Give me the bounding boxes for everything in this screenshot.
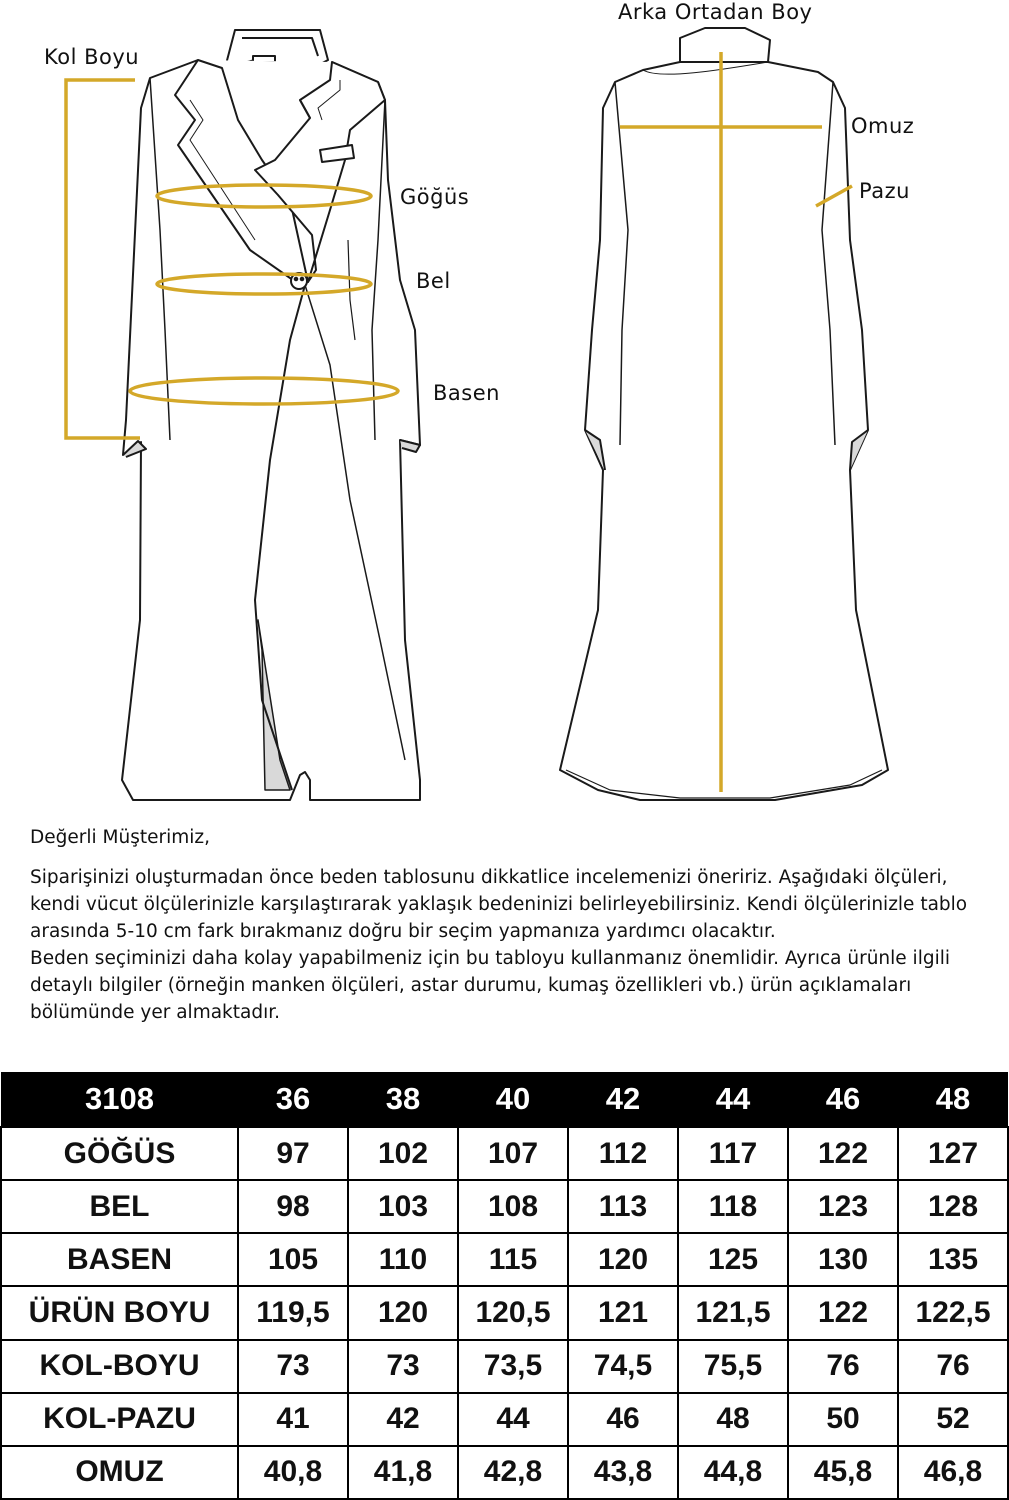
waist-label: Bel [416, 269, 451, 293]
table-cell: 43,8 [568, 1446, 678, 1499]
table-cell: 120,5 [458, 1286, 568, 1339]
message-paragraph-2: Beden seçiminizi daha kolay yapabilmeniz için bu tabloyu kullanmanız önemlidir. Ayrıca ürünle ilgili detaylı bilgiler (örneğin manken ölçüleri, astar durumu, kumaş özellikleri vb.) ürün açıklamaları bölümünde yer almaktadır. [30, 948, 951, 1023]
table-cell: 107 [458, 1127, 568, 1180]
row-label-cell: ÜRÜN BOYU [1, 1286, 238, 1339]
table-cell: 117 [678, 1127, 788, 1180]
table-cell: 41 [238, 1393, 348, 1446]
back-length-label: Arka Ortadan Boy [618, 0, 813, 24]
table-cell: 110 [348, 1233, 458, 1286]
table-cell: 40,8 [238, 1446, 348, 1499]
table-cell: 98 [238, 1180, 348, 1233]
table-row [1, 1446, 1008, 1499]
table-header-row [1, 1072, 1008, 1127]
table-cell: 76 [788, 1340, 898, 1393]
back-coat-drawing [560, 28, 888, 800]
table-row [1, 1127, 1008, 1180]
table-cell: 41,8 [348, 1446, 458, 1499]
bicep-label: Pazu [859, 179, 910, 203]
table-cell: 128 [898, 1180, 1008, 1233]
customer-message [30, 824, 980, 1026]
table-cell: 130 [788, 1233, 898, 1286]
header-size-44: 44 [678, 1072, 788, 1127]
chest-label: Göğüs [400, 185, 470, 209]
sleeve-length-label: Kol Boyu [44, 45, 140, 69]
row-label-cell: GÖĞÜS [1, 1127, 238, 1180]
front-coat-drawing [122, 30, 420, 800]
table-cell: 42,8 [458, 1446, 568, 1499]
table-cell: 46,8 [898, 1446, 1008, 1499]
header-size-40: 40 [458, 1072, 568, 1127]
table-row [1, 1393, 1008, 1446]
table-cell: 48 [678, 1393, 788, 1446]
table-cell: 74,5 [568, 1340, 678, 1393]
table-row [1, 1340, 1008, 1393]
table-cell: 108 [458, 1180, 568, 1233]
table-cell: 44,8 [678, 1446, 788, 1499]
table-cell: 113 [568, 1180, 678, 1233]
header-size-38: 38 [348, 1072, 458, 1127]
table-cell: 76 [898, 1340, 1008, 1393]
header-size-36: 36 [238, 1072, 348, 1127]
table-cell: 123 [788, 1180, 898, 1233]
message-paragraph-1: Siparişinizi oluşturmadan önce beden tablosunu dikkatlice incelemenizi öneririz. Aşağıdaki ölçüleri, kendi vücut ölçülerinizle karşılaştırarak yaklaşık bedeninizi belirleyebilirsiniz. Kendi ölçülerinizle tablo arasında 5-10 cm fark bırakmanız doğru bir seçim yapmanıza yardımcı olacaktır. [30, 867, 968, 942]
table-cell: 112 [568, 1127, 678, 1180]
table-cell: 122 [788, 1286, 898, 1339]
table-row [1, 1233, 1008, 1286]
table-cell: 45,8 [788, 1446, 898, 1499]
table-cell: 52 [898, 1393, 1008, 1446]
shoulder-label: Omuz [851, 114, 915, 138]
row-label-cell: KOL-BOYU [1, 1340, 238, 1393]
table-cell: 121 [568, 1286, 678, 1339]
header-size-48: 48 [898, 1072, 1008, 1127]
table-cell: 118 [678, 1180, 788, 1233]
table-cell: 46 [568, 1393, 678, 1446]
table-cell: 102 [348, 1127, 458, 1180]
table-cell: 105 [238, 1233, 348, 1286]
table-cell: 73,5 [458, 1340, 568, 1393]
row-label-cell: OMUZ [1, 1446, 238, 1499]
message-greeting: Değerli Müşterimiz, [30, 827, 210, 848]
table-cell: 75,5 [678, 1340, 788, 1393]
table-cell: 44 [458, 1393, 568, 1446]
table-cell: 122 [788, 1127, 898, 1180]
table-cell: 135 [898, 1233, 1008, 1286]
table-cell: 97 [238, 1127, 348, 1180]
header-model-code: 3108 [1, 1072, 238, 1127]
table-cell: 120 [348, 1286, 458, 1339]
table-cell: 73 [348, 1340, 458, 1393]
table-cell: 42 [348, 1393, 458, 1446]
table-cell: 119,5 [238, 1286, 348, 1339]
table-cell: 121,5 [678, 1286, 788, 1339]
table-cell: 120 [568, 1233, 678, 1286]
table-cell: 127 [898, 1127, 1008, 1180]
table-row [1, 1180, 1008, 1233]
header-size-46: 46 [788, 1072, 898, 1127]
row-label-cell: BASEN [1, 1233, 238, 1286]
table-cell: 103 [348, 1180, 458, 1233]
table-cell: 50 [788, 1393, 898, 1446]
table-cell: 125 [678, 1233, 788, 1286]
table-cell: 115 [458, 1233, 568, 1286]
table-row [1, 1286, 1008, 1339]
table-cell: 122,5 [898, 1286, 1008, 1339]
row-label-cell: BEL [1, 1180, 238, 1233]
size-chart-table [0, 1072, 1009, 1500]
row-label-cell: KOL-PAZU [1, 1393, 238, 1446]
table-cell: 73 [238, 1340, 348, 1393]
hip-label: Basen [433, 381, 500, 405]
header-size-42: 42 [568, 1072, 678, 1127]
